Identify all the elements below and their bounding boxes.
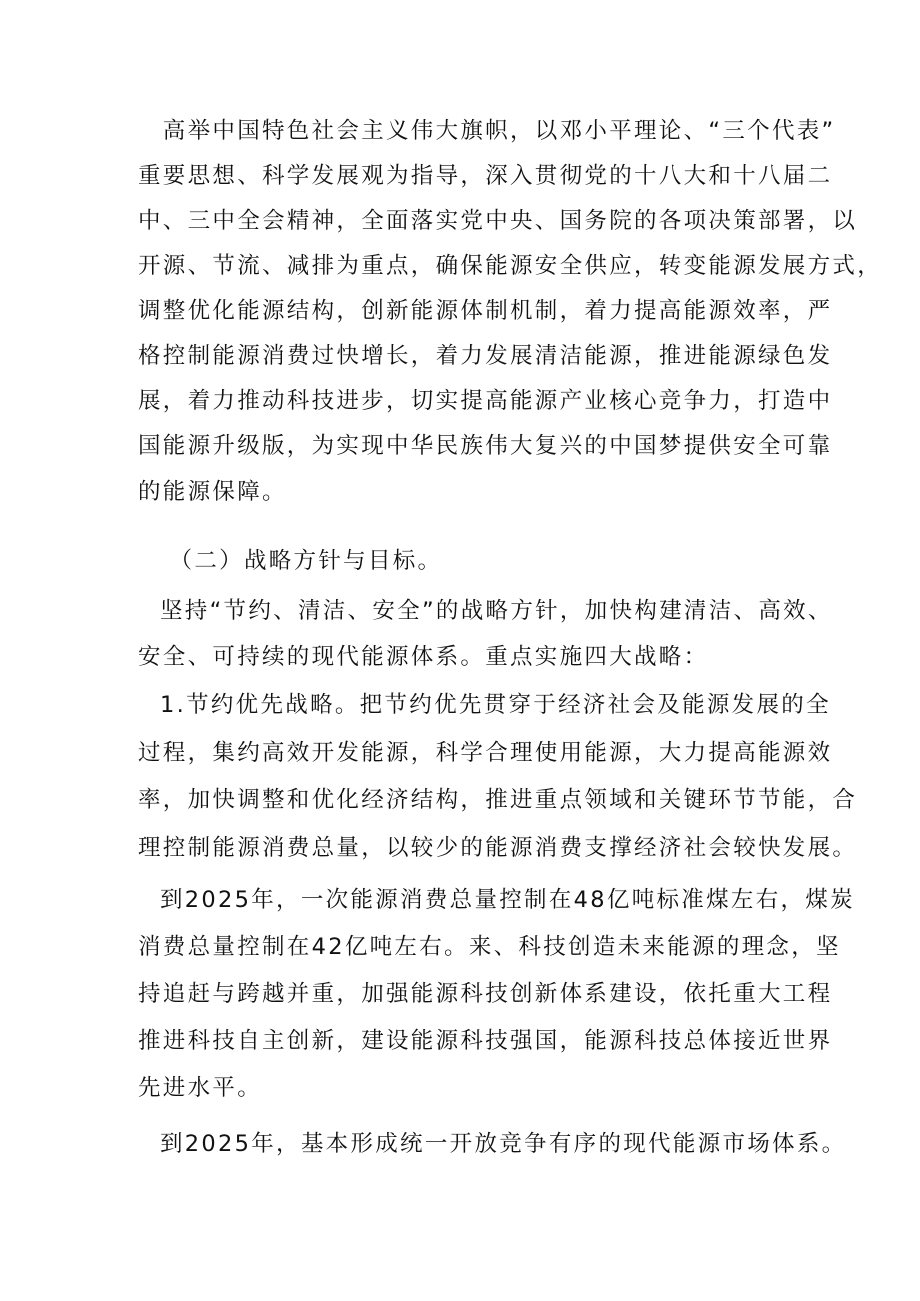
text-line: 展，着力推动科技进步，切实提高能源产业核心竞争力，打造中 [138, 388, 833, 414]
text-line: 的能源保障。 [138, 479, 287, 505]
text-line: 高举中国特色社会主义伟大旗帜，以邓小平理论、“三个代表” [138, 118, 836, 144]
section-heading: （二）战略方针与目标。 [156, 548, 443, 574]
text-line: 调整优化能源结构，创新能源体制机制，着力提高能源效率，严 [138, 298, 833, 324]
text-line: 1.节约优先战略。把节约优先贯穿于经济社会及能源发展的全 [160, 692, 831, 718]
text-line: 到2025年，基本形成统一开放竞争有序的现代能源市场体系。 [160, 1131, 847, 1157]
text-line: 理控制能源消费总量，以较少的能源消费支撑经济社会较快发展。 [138, 835, 858, 861]
text-line: 推进科技自主创新，建设能源科技强国，能源科技总体接近世界 [138, 1028, 833, 1054]
text-line: 安全、可持续的现代能源体系。重点实施四大战略： [138, 644, 709, 670]
text-line: 格控制能源消费过快增长，着力发展清洁能源，推进能源绿色发 [138, 343, 833, 369]
text-line: 先进水平。 [138, 1075, 263, 1101]
text-line: 过程，集约高效开发能源，科学合理使用能源，大力提高能源效 [138, 740, 833, 766]
text-line: 坚持“节约、清洁、安全”的战略方针，加快构建清洁、高效、 [160, 598, 833, 624]
text-line: 率，加快调整和优化经济结构，推进重点领域和关键环节节能，合 [138, 787, 858, 813]
text-line: 国能源升级版，为实现中华民族伟大复兴的中国梦提供安全可靠 [138, 433, 833, 459]
text-line: 到2025年，一次能源消费总量控制在48亿吨标准煤左右，煤炭 [160, 887, 855, 913]
text-line: 开源、节流、减排为重点，确保能源安全供应，转变能源发展方式， [138, 253, 883, 279]
text-line: 持追赶与跨越并重，加强能源科技创新体系建设，依托重大工程 [138, 981, 833, 1007]
text-line: 中、三中全会精神，全面落实党中央、国务院的各项决策部署，以 [138, 208, 858, 234]
text-line: 重要思想、科学发展观为指导，深入贯彻党的十八大和十八届二 [138, 163, 833, 189]
text-line: 消费总量控制在42亿吨左右。来、科技创造未来能源的理念，坚 [138, 934, 841, 960]
